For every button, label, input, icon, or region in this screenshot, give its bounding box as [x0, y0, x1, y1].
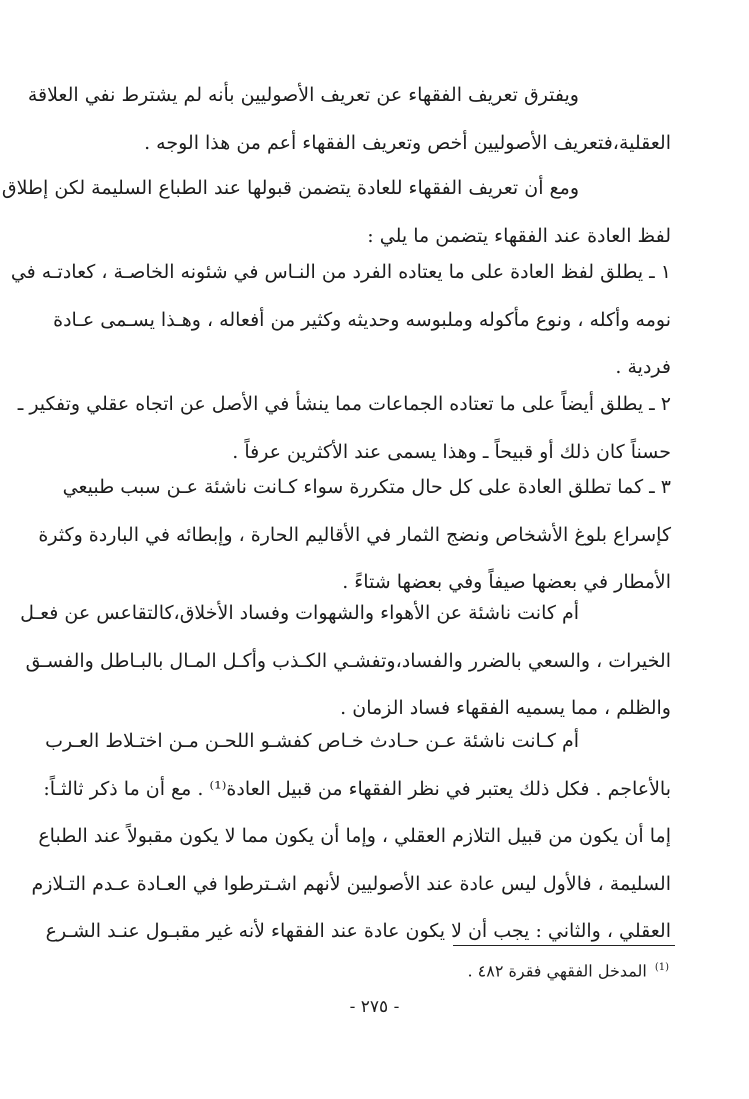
footnote-separator — [453, 945, 675, 946]
text-line: ٢ ـ يطلق أيضاً على ما تعتاده الجماعات مما ينشأ في الأصل عن اتجاه عقلي وتفكير ـ — [17, 393, 671, 415]
text-line: ويفترق تعريف الفقهاء عن تعريف الأصوليين بأنه لم يشترط نفي العلاقة — [27, 84, 579, 106]
text-line: والظلم ، مما يسميه الفقهاء فساد الزمان . — [340, 697, 671, 719]
page-number: - ٢٧٥ - — [349, 997, 400, 1017]
paragraph-4 — [17, 381, 671, 476]
text-line: كإسراع بلوغ الأشخاص ونضج الثمار في الأقاليم الحارة ، وإبطائه في الباردة وكثرة — [38, 523, 671, 546]
text-line: إما أن يكون من قبيل التلازم العقلي ، وإما أن يكون مما لا يكون مقبولاً عند الطباع — [38, 825, 671, 847]
text-line: حسناً كان ذلك أو قبيحاً ـ وهذا يسمى عند الأكثرين عرفاً . — [232, 440, 671, 463]
text-line: نومه وأكله ، ونوع مأكوله وملبوسه وحديثه وكثير من أفعاله ، وهـذا يسـمى عـادة — [53, 308, 671, 331]
paragraph-2 — [1, 165, 671, 260]
text-line: ومع أن تعريف الفقهاء للعادة يتضمن قبولها عند الطباع السليمة لكن إطلاق — [1, 177, 579, 199]
paragraph-5 — [38, 464, 671, 607]
footnote-marker: (1) — [654, 962, 669, 973]
text-line: لفظ العادة عند الفقهاء يتضمن ما يلي : — [367, 224, 671, 247]
paragraph-6 — [20, 590, 671, 733]
text-line: بالأعاجم . فكل ذلك يعتبر في نظر الفقهاء من قبيل العادة⁽¹⁾ . مع أن ما ذكر ثالثـاً: — [43, 777, 671, 800]
text-line: ١ ـ يطلق لفظ العادة على ما يعتاده الفرد من النـاس في شئونه الخاصـة ، كعادتـه في — [10, 261, 671, 283]
text-line: أم كـانت ناشئة عـن حـادث خـاص كفشـو اللحـن مـن اختـلاط العـرب — [45, 730, 579, 752]
footnote-text: المدخل الفقهي فقرة ٤٨٢ . — [467, 961, 647, 981]
text-line: العقلية،فتعريف الأصوليين أخص وتعريف الفقهاء أعم من هذا الوجه . — [144, 131, 671, 154]
text-line: فردية . — [615, 356, 671, 378]
text-line: العقلي ، والثاني : يجب أن لا يكون عادة عند الفقهاء لأنه غير مقبـول عنـد الشـرع — [45, 920, 671, 942]
footnote — [467, 955, 669, 984]
text-line: ٣ ـ كما تطلق العادة على كل حال متكررة سواء كـانت ناشئة عـن سبب طبيعي — [62, 476, 671, 498]
paragraph-1 — [27, 72, 671, 167]
text-line: الأمطار في بعضها صيفاً وفي بعضها شتاءً . — [342, 571, 671, 593]
paragraph-3 — [10, 249, 671, 392]
text-line: الخيرات ، والسعي بالضرر والفساد،وتفشـي الكـذب وأكـل المـال بالبـاطل والفسـق — [25, 649, 671, 672]
text-line: السليمة ، فالأول ليس عادة عند الأصوليين لأنهم اشـترطوا في العـادة عـدم التـلازم — [31, 872, 671, 895]
text-line: أم كانت ناشئة عن الأهواء والشهوات وفساد الأخلاق،كالتقاعس عن فعـل — [20, 602, 579, 624]
paragraph-7 — [31, 718, 671, 956]
